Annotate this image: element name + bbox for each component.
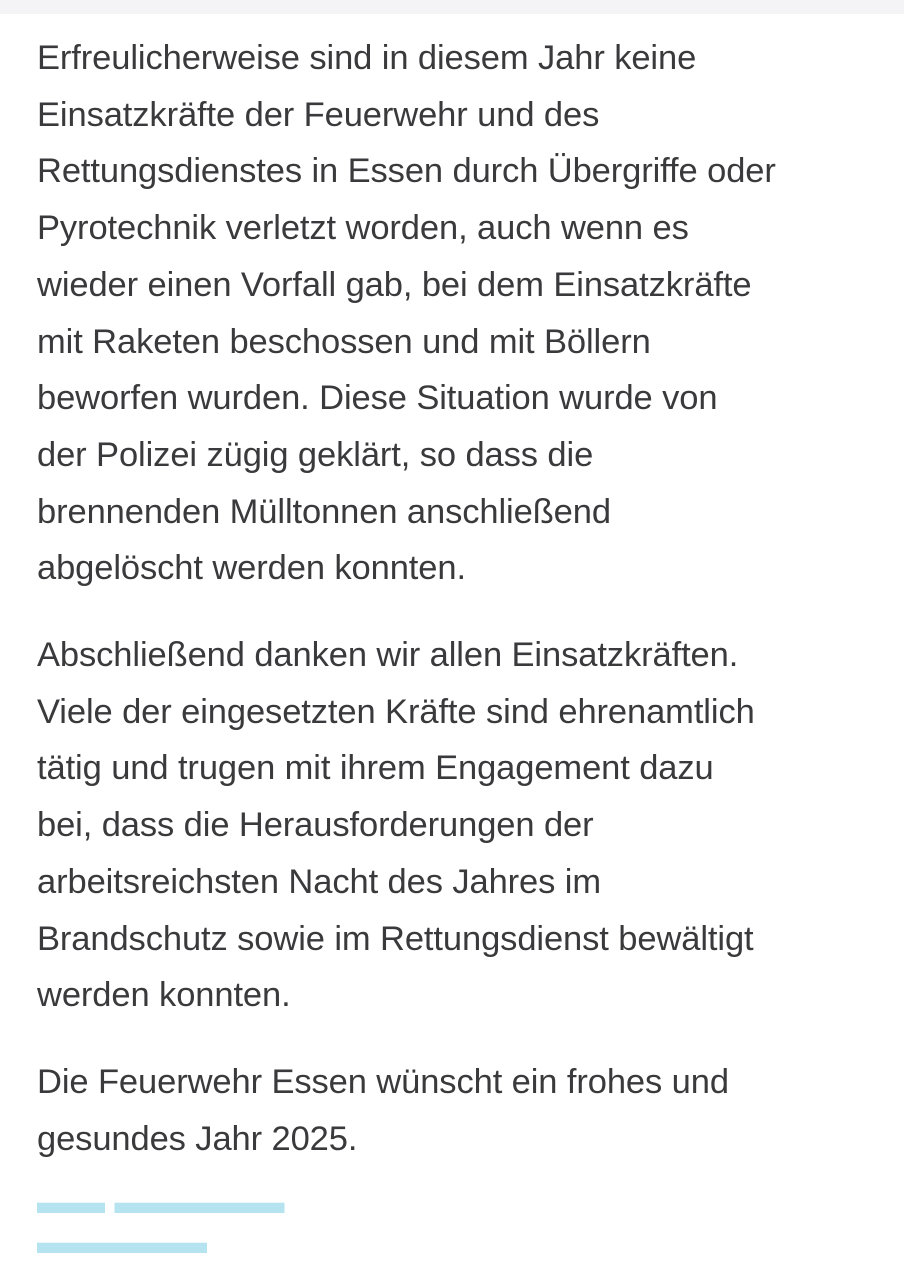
paragraph-thanks: Abschließend danken wir allen Einsatzkräften. Viele der eingesetzten Kräfte sind ehrenamtlich tätig und trugen mit ihrem Engagement dazu bei, dass die Herausforderungen der arbeitsreichsten Nacht des Jahres im Brandschutz sowie im Rettungsdienst bewältigt werden konnten.	[37, 636, 755, 1015]
article-body	[37, 30, 867, 1167]
paragraph-new-year-wishes: Die Feuerwehr Essen wünscht ein frohes und gesundes Jahr 2025.	[37, 1062, 729, 1158]
cut-off-link-glyphs: ▬▬ ▬▬▬▬▬ ▬▬▬▬▬	[37, 1183, 285, 1261]
cut-off-link-text[interactable]	[37, 1182, 367, 1261]
paragraph-incident-report: Erfreulicherweise sind in diesem Jahr keine Einsatzkräfte der Feuerwehr und des Rettungsdienstes in Essen durch Übergriffe oder Pyrotechnik verletzt worden, auch wenn es wieder einen Vorfall gab, bei dem Einsatzkräfte mit Raketen beschossen und mit Böllern beworfen wurden. Diese Situation wurde von der Polizei zügig geklärt, so dass die brennenden Mülltonnen anschließend abgelöscht werden konnten.	[37, 39, 776, 588]
top-edge-strip	[0, 0, 904, 14]
